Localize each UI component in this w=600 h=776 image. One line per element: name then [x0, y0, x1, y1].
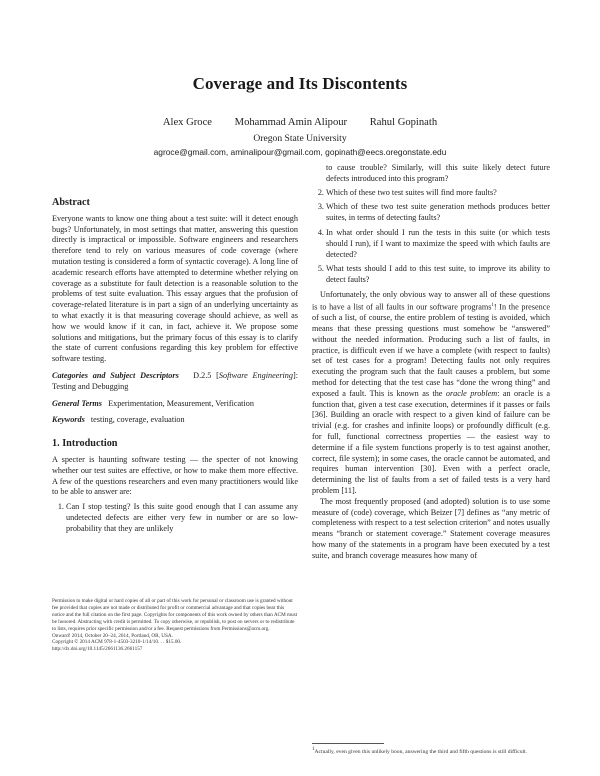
intro-paragraph: A specter is haunting software testing — the specter of not knowing whether our test suites are effective, or how to make them more effective. A few of the questions researchers and even many practitioners would like to be able to answer are:: [52, 454, 298, 497]
introduction-heading: 1. Introduction: [52, 438, 118, 450]
affiliation: Oregon State University: [253, 133, 347, 144]
footnote-text: Actually, even given this unlikely boon, answering the third and fifth questions is still difficult.: [314, 748, 528, 755]
copyright-line: Copyright © 2014 ACM 978-1-4503-3210-1/14/10. . . $15.00.: [52, 639, 182, 646]
doi-line: http://dx.doi.org/10.1145/2661136.2661157: [52, 646, 143, 653]
author-name: Rahul Gopinath: [369, 117, 438, 128]
categories-italic: Software Engineering: [218, 370, 293, 380]
footnote-marker: 1: [491, 302, 494, 308]
question-item: 4. In what order should I run the tests in this suite (or which tests should I run), if I want to maximize the speed with which faults are detected?: [326, 228, 550, 260]
question-list-continued: [312, 188, 550, 286]
body-paragraph: The most frequently proposed (and adopted) solution is to use some measure of (code) coverage, which Beizer [7] defines as “any metric of completeness with respect to a test selection criterion” and notes usually means “branch or statement coverage.” Statement coverage measures how many of the statements in a program have been executed by a test suite, and branch coverage measures how many of: [312, 496, 550, 560]
right-column: [312, 163, 550, 562]
abstract-text: Everyone wants to know one thing about a test suite: will it detect enough bugs? Unfortunately, in most settings that matter, answering this question directly is impractical or impossible. Software engineers and researchers therefore tend to rely on various measures of code coverage (where mutation testing is considered a form of syntactic coverage). A long line of academic research efforts have attempted to determine whether relying on coverage as a substitute for fault detection is a reasonable solution to the problems of test suite evaluation. This essay argues that the profusion of coverage-related literature is in part a sign of an underlying uncertainty as to what exactly it is that measuring coverage should achieve, as well as how we would know if it can, in fact, achieve it. We propose some solutions and mitigations, but the primary focus of this essay is to clarify the state of current confusions regarding this key problem for effective software testing.: [52, 213, 298, 364]
permission-block: [52, 598, 298, 653]
keywords-text: testing, coverage, evaluation: [90, 415, 185, 425]
oracle-problem-term: oracle problem: [445, 388, 498, 398]
keywords-block: [52, 415, 298, 426]
footnote: [312, 746, 550, 756]
keywords-label: Keywords: [52, 415, 85, 425]
question-continuation: to cause trouble? Similarly, will this suite likely detect future defects introduced into this program?: [326, 163, 550, 183]
question-item: 1. Can I stop testing? Is this suite good enough that I can assume any undetected defects are either very few in number or are so low-probability that they are unlikely: [66, 502, 298, 534]
footnote-number: 1: [312, 747, 315, 752]
question-list: [52, 502, 298, 534]
paper-title: Coverage and Its Discontents: [192, 74, 408, 93]
categories-label: Categories and Subject Descriptors: [52, 370, 179, 380]
general-terms-text: Experimentation, Measurement, Verification: [108, 398, 254, 408]
author-name: Alex Groce: [162, 117, 212, 128]
question-item: 2. Which of these two test suites will find more faults?: [326, 188, 550, 199]
permission-text: Permission to make digital or hard copies of all or part of this work for personal or classroom use is granted without fee provided that copies are not made or distributed for profit or commercial advantage and that copies bear this notice and the full citation on the first page. Copyrights for components of this work owned by others than ACM must be honored. Abstracting with credit is permitted. To copy otherwise, or republish, to post on servers or to redistribute to lists, requires prior specific permission and/or a fee. Request permissions from Permissions@acm.org.: [52, 598, 298, 632]
general-terms-label: General Terms: [52, 398, 102, 408]
author-emails: agroce@gmail.com, aminalipour@gmail.com, gopinath@eecs.oregonstate.edu: [153, 147, 447, 157]
categories-text: D.2.5 [: [193, 370, 219, 380]
body-paragraph: Unfortunately, the only obvious way to answer all of these questions is to have a list of all faults in our software programs$^1$! In the presence of such a list, of course, the entire problem of testing is avoided, which means that these pressing questions must somehow be “answered” without the needed information. Producing such a list of faults, in practice, is difficult even if we have a complete (with respect to faults) set of test cases for a program! Detecting faults not only requires executing the program such that the fault causes a problem, but some method for detecting that the test case has “done the wrong thing” and exposed a fault. This is known as the oracle problem: an oracle is a function that, given a test case execution, determines if it passes or fails [36]. Building an oracle with respect to a given kind of failure can be trivial (e.g. for crashes and infinite loops) or profoundly difficult (e.g. for full, functional correctness properties — the easiest way to determine if a file system functions properly is to test against another, correct, file system); in some cases, the oracle cannot be automated, and requires human intervention [30]. Even with a perfect oracle, determining the list of faults from a set of failed tests is a very hard problem [11].: [312, 289, 550, 496]
abstract-heading: Abstract: [52, 197, 90, 208]
venue-line: Onward! 2014, October 20–24, 2014, Portland, OR, USA.: [52, 632, 173, 639]
footnote-divider: [312, 743, 384, 744]
author-name: Mohammad Amin Alipour: [234, 117, 348, 128]
left-column: [52, 198, 298, 539]
question-item: 3. Which of these two test suite generation methods produces better suites, in terms of detecting faults?: [326, 202, 550, 224]
general-terms-block: [52, 399, 298, 410]
question-item: 5. What tests should I add to this test suite, to improve its ability to detect faults?: [326, 264, 550, 286]
author-list: [0, 117, 600, 128]
categories-block: [52, 371, 298, 393]
categories-tail: ]: Testing and Debugging: [52, 370, 299, 391]
